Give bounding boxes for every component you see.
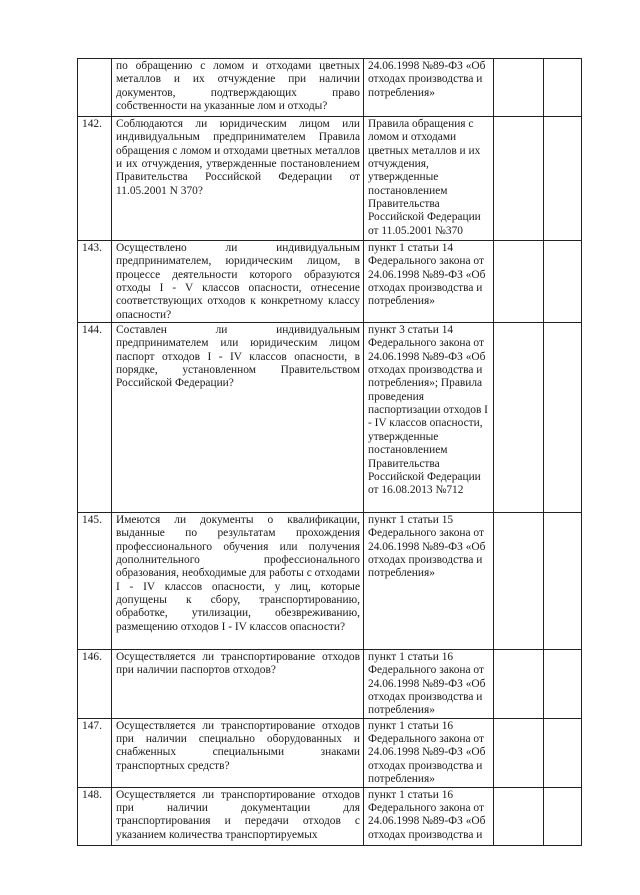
note-cell [544, 117, 582, 241]
table-row [78, 241, 582, 323]
reference-cell: пункт 1 статьи 16 Федерального закона от 24.06.1998 №89-ФЗ «Об отходах производства и потребления» [364, 718, 494, 787]
table-row [78, 787, 582, 845]
reference-cell: пункт 3 статьи 14 Федерального закона от 24.06.1998 №89-ФЗ «Об отходах производства и потребления»; Правила проведения паспортизации отходов I - IV классов опасности, утвержденные постановлением Правительства Российской Федерации от 16.08.2013 №712 [364, 323, 494, 513]
reference-cell: пункт 1 статьи 14 Федерального закона от 24.06.1998 №89-ФЗ «Об отходах производства и потребления» [364, 241, 494, 323]
answer-cell [494, 59, 544, 117]
row-number: 145. [78, 513, 112, 650]
table-row [78, 323, 582, 513]
row-number: 144. [78, 323, 112, 513]
table-row [78, 718, 582, 787]
answer-cell [494, 718, 544, 787]
question-cell: Осуществляется ли транспортирование отходов при наличии паспортов отходов? [112, 650, 364, 719]
reference-cell: пункт 1 статьи 15 Федерального закона от 24.06.1998 №89-ФЗ «Об отходах производства и потребления» [364, 513, 494, 650]
row-number: 143. [78, 241, 112, 323]
note-cell [544, 787, 582, 845]
row-number: 147. [78, 718, 112, 787]
question-cell: Соблюдаются ли юридическим лицом или индивидуальным предпринимателем Правила обращения с ломом и отходами цветных металлов и их отчуждения, утвержденные постановлением Правительства Российской Федерации от 11.05.2001 N 370? [112, 117, 364, 241]
reference-cell: пункт 1 статьи 16 Федерального закона от 24.06.1998 №89-ФЗ «Об отходах производства и потребления» [364, 650, 494, 719]
answer-cell [494, 241, 544, 323]
note-cell [544, 59, 582, 117]
answer-cell [494, 117, 544, 241]
table-row [78, 513, 582, 650]
note-cell [544, 513, 582, 650]
question-cell: Имеются ли документы о квалификации, выданные по результатам прохождения профессионального обучения или получения дополнительного профессионального образования, необходимые для работы с отходами I - IV классов опасности, у лиц, которые допущены к сбору, транспортированию, обработке, утилизации, обезвреживанию, размещению отходов I - IV классов опасности? [112, 513, 364, 650]
note-cell [544, 241, 582, 323]
reference-cell: Правила обращения с ломом и отходами цветных металлов и их отчуждения, утвержденные постановлением Правительства Российской Федерации от 11.05.2001 №370 [364, 117, 494, 241]
table-row [78, 117, 582, 241]
row-number: 146. [78, 650, 112, 719]
answer-cell [494, 787, 544, 845]
answer-cell [494, 323, 544, 513]
row-number: 148. [78, 787, 112, 845]
checklist-table [77, 58, 582, 846]
question-cell: Осуществляется ли транспортирование отходов при наличии документации для транспортирования и передачи отходов с указанием количества транспортируемых [112, 787, 364, 845]
answer-cell [494, 650, 544, 719]
question-cell: по обращению с ломом и отходами цветных металлов и их отчуждение при наличии документов, подтверждающих право собственности на указанные лом и отходы? [112, 59, 364, 117]
question-cell: Осуществлено ли индивидуальным предпринимателем, юридическим лицом, в процессе деятельности которого образуются отходы I - V классов опасности, отнесение соответствующих отходов к конкретному классу опасности? [112, 241, 364, 323]
reference-cell: 24.06.1998 №89-ФЗ «Об отходах производства и потребления» [364, 59, 494, 117]
question-cell: Составлен ли индивидуальным предпринимателем или юридическим лицом паспорт отходов I - IV классов опасности, в порядке, установленном Правительством Российской Федерации? [112, 323, 364, 513]
answer-cell [494, 513, 544, 650]
note-cell [544, 718, 582, 787]
table-row [78, 650, 582, 719]
note-cell [544, 323, 582, 513]
reference-cell: пункт 1 статьи 16 Федерального закона от 24.06.1998 №89-ФЗ «Об отходах производства и [364, 787, 494, 845]
row-number [78, 59, 112, 117]
note-cell [544, 650, 582, 719]
table-row [78, 59, 582, 117]
row-number: 142. [78, 117, 112, 241]
question-cell: Осуществляется ли транспортирование отходов при наличии специально оборудованных и снабженных специальными знаками транспортных средств? [112, 718, 364, 787]
